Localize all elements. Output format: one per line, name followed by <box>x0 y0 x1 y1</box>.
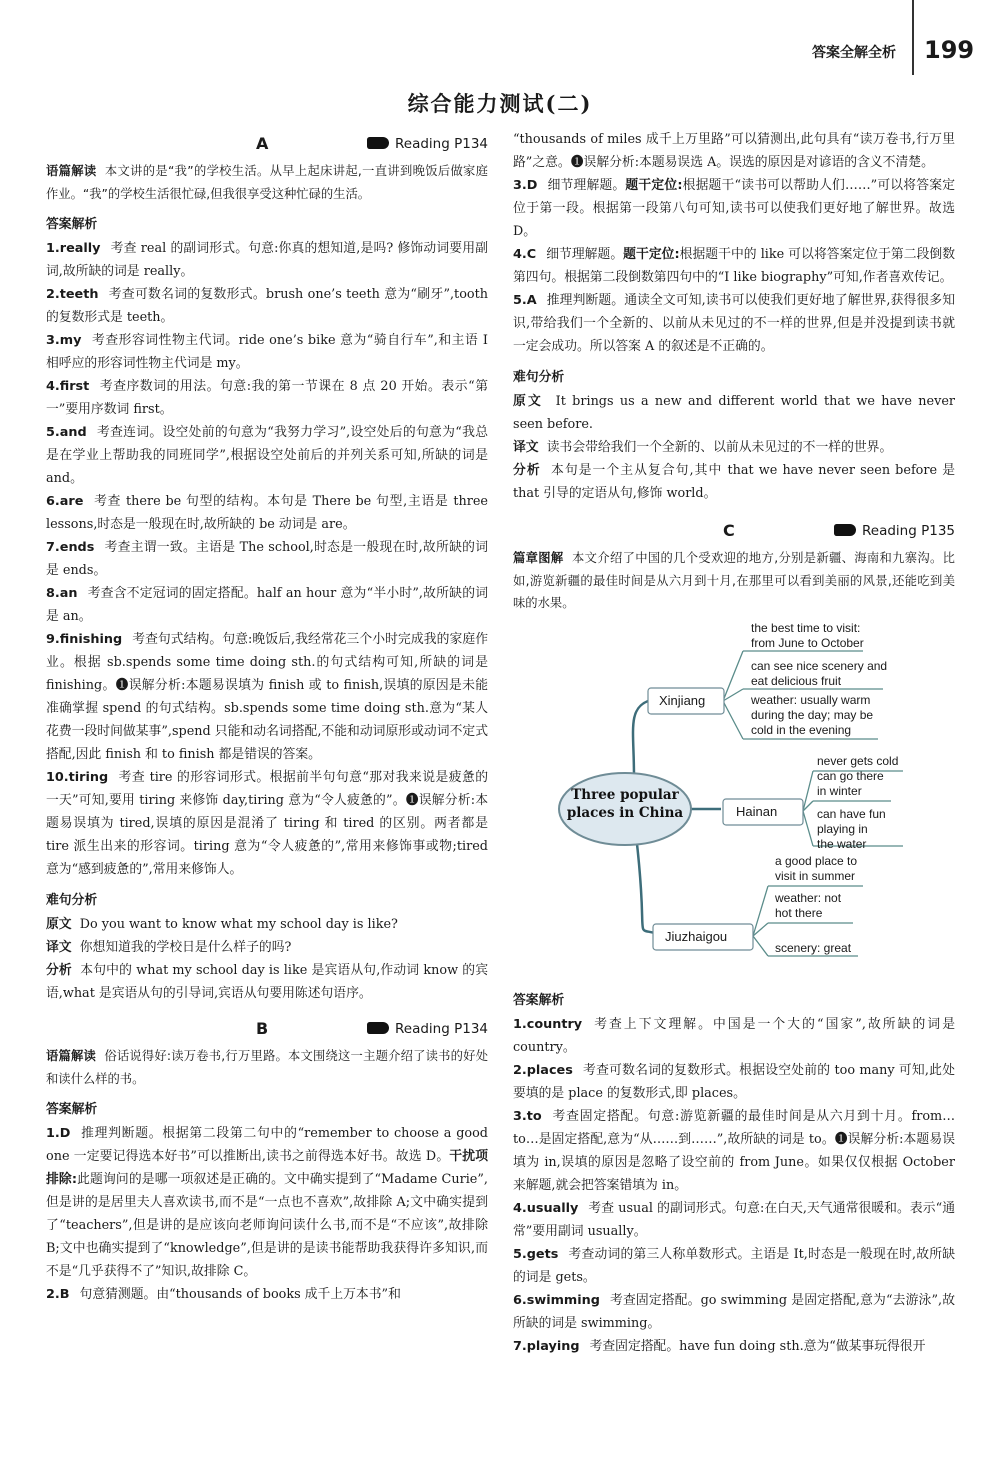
item-label: 题干定位: <box>625 178 683 193</box>
leaf-text: can have fun playing in the water <box>817 806 886 851</box>
answer-item <box>46 1283 488 1306</box>
label: 原文 <box>513 394 544 409</box>
item-text: 考查可数名词的复数形式。brush one’s teeth 意为“刷牙”,tooth 的复数形式是 teeth。 <box>46 287 488 325</box>
answer-item <box>46 375 488 421</box>
section-c-header <box>513 519 955 545</box>
leaf-text: can go there in winter <box>817 768 884 798</box>
section-b-header <box>46 1017 488 1043</box>
answer-item <box>513 1335 955 1358</box>
analysis-text <box>46 959 488 1005</box>
pointing-hand-icon <box>367 137 389 149</box>
answer-item <box>513 289 955 358</box>
node-jiuzhaigou: Jiuzhaigou <box>665 928 728 944</box>
item-number: 8.an <box>46 586 78 601</box>
item-text: 考查序数词的用法。句意:我的第一节课在 8 点 20 开始。表示“第一”要用序数词 first。 <box>46 379 488 417</box>
reading-ref-label: Reading P135 <box>862 523 955 539</box>
label: 译文 <box>513 440 539 455</box>
section-intro <box>46 160 488 205</box>
header-label: 答案全解全析 <box>812 45 896 61</box>
reading-ref <box>367 133 488 156</box>
item-number: 10.tiring <box>46 770 109 785</box>
item-text: 考查形容词性物主代词。ride one’s bike 意为“骑自行车”,和主语 I 相呼应的形容词性物主代词是 my。 <box>46 333 488 371</box>
item-text: 根据题干中的 like 可以将答案定位于第二段倒数第四句。根据第二段倒数第四句中的“I like biography”可知,作者喜欢传记。 <box>513 247 956 285</box>
item-text: 考查句式结构。句意:晚饭后,我经常花三个小时完成我的家庭作业。根据 sb.spends some time doing sth.的句式结构可知,所缺的词是 finishing。❶误解分析:本题易误填为 finish 或 to finish,误填的原因是未能准确掌握 spend 的句式结构。sb.spends some time doing sth.意为“某人花费一段时间做某事”,spend 只能和动名词搭配,不能和动词原形或动词不定式搭配,因此 finish 和 to finish 都是错误的答案。 <box>46 632 488 762</box>
answer-heading: 答案解析 <box>46 1102 98 1117</box>
item-number: 4.usually <box>513 1200 579 1216</box>
item-text: 推理判断题。根据第二段第二句中的“remember to choose a good one 一定要记得选本好书”可以推断出,读书之前得选本好书。故选 D。 <box>46 1126 488 1164</box>
hard-sentence-heading: 难句分析 <box>46 893 98 908</box>
item-text: 考查固定搭配。go swimming 是固定搭配,意为“去游泳”,故所缺的词是 swimming。 <box>513 1292 955 1331</box>
node-xinjiang: Xinjiang <box>659 692 706 708</box>
item-text: 考查主谓一致。主语是 The school,时态是一般现在时,故所缺的词是 ends。 <box>46 540 488 578</box>
left-column <box>46 128 488 1306</box>
item-number: 3.D <box>513 178 538 193</box>
text: 本句中的 what my school day is like 是宾语从句,作动词 know 的宾语,what 是宾语从句的引导词,宾语从句要用陈述句语序。 <box>46 963 488 1001</box>
item-number: 2.places <box>513 1062 573 1078</box>
section-intro <box>513 547 955 615</box>
intro-label: 语篇解读 <box>46 164 97 178</box>
label: 分析 <box>46 963 72 978</box>
answer-item <box>46 766 488 881</box>
item-text: 推理判断题。通读全文可知,读书可以使我们更好地了解世界,获得很多知识,带给我们一个全新的、以前从未见过的不一样的世界,但是并没提到读书就一定会成功。所以答案 A 的叙述是不正确的。 <box>513 293 955 354</box>
page-header <box>0 0 1000 80</box>
reading-ref-label: Reading P134 <box>395 136 488 152</box>
mind-map <box>513 621 955 981</box>
text: 本句是一个主从复合句,其中 that we have never seen before 是 that 引导的定语从句,修饰 world。 <box>513 463 956 501</box>
page-title: 综合能力测试(二) <box>407 91 593 116</box>
translation-text <box>46 936 488 959</box>
item-number: 2.teeth <box>46 287 99 302</box>
item-number: 9.finishing <box>46 632 123 647</box>
leaf-text: weather: usually warm during the day; may be cold in the evening <box>751 692 874 737</box>
item-text: 考查 tire 的形容词形式。根据前半句句意“那对我来说是疲惫的一天”可知,要用 tiring 来修饰 day,tiring 意为“令人疲惫的”。❶误解分析:本题易误填为 tired,误填的原因是混淆了 tiring 和 tired 的区别。两者都是 tire 派生出来的形容词。tiring 意为“令人疲惫的”,常用来修饰事或物;tired 意为“感到疲惫的”,常用来修饰人。 <box>46 770 488 877</box>
item-text: 此题询问的是哪一项叙述是正确的。文中确实提到了“Madame Curie”,但是讲的是居里夫人喜欢读书,而不是“一点也不喜欢”,故排除 A;文中确实提到了“teachers”,但是讲的是应该向老师询问读什么书,而不是“不应该”,故排除 B;文中也确实提到了“knowledge”,但是讲的是读书能帮助我获得许多知识,而不是“几乎获得不了”知识,故排除 C。 <box>46 1172 488 1279</box>
label: 原文 <box>46 917 72 932</box>
answer-item <box>46 582 488 628</box>
mind-map-center <box>559 786 691 822</box>
header-divider <box>912 0 914 75</box>
answer-item <box>513 1059 955 1105</box>
label: 分析 <box>513 463 541 478</box>
section-intro <box>46 1045 488 1090</box>
item-number: 6.are <box>46 494 84 509</box>
item-text: 考查固定搭配。have fun doing sth.意为“做某事玩得很开 <box>589 1338 926 1354</box>
answer-item <box>513 1013 955 1059</box>
center-label: places in China <box>566 804 684 821</box>
answer-item <box>513 174 955 243</box>
text: Do you want to know what my school day is like? <box>79 917 398 932</box>
answer-item <box>46 329 488 375</box>
leaf-text: the best time to visit: from June to October <box>751 620 864 650</box>
answer-heading: 答案解析 <box>46 217 98 232</box>
leaf-text: scenery: great <box>775 940 852 955</box>
label: 译文 <box>46 940 72 955</box>
analysis-text <box>513 459 955 505</box>
answer-item <box>513 1289 955 1335</box>
answer-item <box>46 536 488 582</box>
item-number: 3.to <box>513 1108 542 1124</box>
item-text: 考查动词的第三人称单数形式。主语是 It,时态是一般现在时,故所缺的词是 gets。 <box>513 1246 955 1285</box>
item-text: 考查固定搭配。句意:游览新疆的最佳时间是从六月到十月。from…to…是固定搭配,意为“从……到……”,故所缺的词是 to。❶误解分析:本题易误填为 in,误填的原因是忽略了设空前的 from June。如果仅仅根据 October 来解题,就会把答案错填为 in。 <box>513 1108 955 1193</box>
text: 你想知道我的学校日是什么样子的吗? <box>79 940 292 955</box>
section-letter: A <box>256 134 269 153</box>
item-text: 根据题干“读书可以帮助人们……”可以将答案定位于第一段。根据第一段第八句可知,读书可以使我们更好地了解世界。故选 D。 <box>513 178 955 239</box>
item-number: 1.really <box>46 241 101 256</box>
item-text: 考查 real 的副词形式。句意:你真的想知道,是吗? 修饰动词要用副词,故所缺的词是 really。 <box>46 241 488 279</box>
answer-item <box>46 1122 488 1283</box>
answer-heading: 答案解析 <box>513 992 565 1008</box>
item-text: 细节理解题。 <box>547 178 626 193</box>
item-number: 5.gets <box>513 1246 559 1262</box>
item-text: 细节理解题。 <box>546 247 624 262</box>
pointing-hand-icon <box>834 524 856 536</box>
answer-item <box>513 1197 955 1243</box>
item-number: 7.playing <box>513 1338 580 1354</box>
item-number: 2.B <box>46 1287 70 1302</box>
item-number: 1.D <box>46 1126 71 1141</box>
continued-text: “thousands of miles 成千上万里路”可以猜测出,此句具有“读万卷书,行万里路”之意。❶误解分析:本题易误选 A。误选的原因是对谚语的含义不清楚。 <box>513 132 955 170</box>
answer-item <box>46 628 488 766</box>
intro-label: 语篇解读 <box>46 1049 97 1063</box>
item-text: 考查连词。设空处前的句意为“我努力学习”,设空处后的句意为“我总是在学业上帮助我的同班同学”,根据设空处前后的并列关系可知,所缺的词是 and。 <box>46 425 488 486</box>
item-label: 干扰项排除: <box>46 1149 488 1187</box>
item-label: 题干定位: <box>623 247 680 262</box>
item-number: 5.and <box>46 425 87 440</box>
original-text <box>513 390 955 436</box>
answer-list <box>513 174 955 358</box>
item-number: 1.country <box>513 1016 583 1032</box>
section-letter: B <box>256 1019 269 1038</box>
hard-sentence-heading: 难句分析 <box>513 370 565 385</box>
item-text: 考查可数名词的复数形式。根据设空处前的 too many 可知,此处要填的是 place 的复数形式,即 places。 <box>513 1062 955 1101</box>
answer-item <box>46 490 488 536</box>
center-label: Three popular <box>571 786 679 803</box>
item-text: 考查 usual 的副词形式。句意:在白天,天气通常很暖和。表示“通常”要用副词 usually。 <box>513 1200 955 1239</box>
item-text: 句意猜测题。由“thousands of books 成千上万本书”和 <box>79 1287 401 1302</box>
section-a-header <box>46 132 488 158</box>
answer-list <box>46 237 488 881</box>
answer-list <box>513 1013 955 1358</box>
intro-text: 本文介绍了中国的几个受欢迎的地方,分别是新疆、海南和九寨沟。比如,游览新疆的最佳时间是从六月到十月,在那里可以看到美丽的风景,还能吃到美味的水果。 <box>513 551 955 610</box>
item-text: 考查上下文理解。中国是一个大的“国家”,故所缺的词是 country。 <box>513 1016 955 1055</box>
item-number: 7.ends <box>46 540 95 555</box>
answer-item <box>513 243 955 289</box>
text: 读书会带给我们一个全新的、以前从未见过的不一样的世界。 <box>546 440 893 455</box>
answer-item <box>513 1243 955 1289</box>
leaf-text: never gets cold <box>817 753 899 768</box>
item-text: 考查 there be 句型的结构。本句是 There be 句型,主语是 three lessons,时态是一般现在时,故所缺的 be 动词是 are。 <box>46 494 488 532</box>
item-number: 3.my <box>46 333 82 348</box>
intro-label: 篇章图解 <box>513 551 564 565</box>
answer-item <box>46 237 488 283</box>
leaf-text: can see nice scenery and eat delicious fruit <box>751 658 888 688</box>
section-letter: C <box>723 521 735 540</box>
intro-text: 俗话说得好:读万卷书,行万里路。本文围绕这一主题介绍了读书的好处和读什么样的书。 <box>46 1049 488 1086</box>
answer-item <box>46 421 488 490</box>
item-number: 4.C <box>513 247 537 262</box>
intro-text: 本文讲的是“我”的学校生活。从早上起床讲起,一直讲到晚饭后做家庭作业。“我”的学校生活很忙碌,但我很享受这种忙碌的生活。 <box>46 164 488 201</box>
reading-ref <box>834 520 955 543</box>
answer-item <box>513 1105 955 1197</box>
item-number: 5.A <box>513 293 537 308</box>
pointing-hand-icon <box>367 1022 389 1034</box>
reading-ref <box>367 1018 488 1041</box>
text: It brings us a new and different world that we have never seen before. <box>513 394 956 432</box>
node-hainan: Hainan <box>736 803 778 819</box>
reading-ref-label: Reading P134 <box>395 1021 488 1037</box>
leaf-text: a good place to visit in summer <box>775 853 858 883</box>
item-text: 考查含不定冠词的固定搭配。half an hour 意为“半小时”,故所缺的词是 an。 <box>46 586 488 624</box>
item-number: 6.swimming <box>513 1292 600 1308</box>
translation-text <box>513 436 955 459</box>
item-number: 4.first <box>46 379 90 394</box>
leaf-text: weather: not hot there <box>775 890 842 920</box>
page-number: 199 <box>924 36 975 64</box>
answer-item <box>46 283 488 329</box>
original-text <box>46 913 488 936</box>
right-column <box>513 128 955 1358</box>
